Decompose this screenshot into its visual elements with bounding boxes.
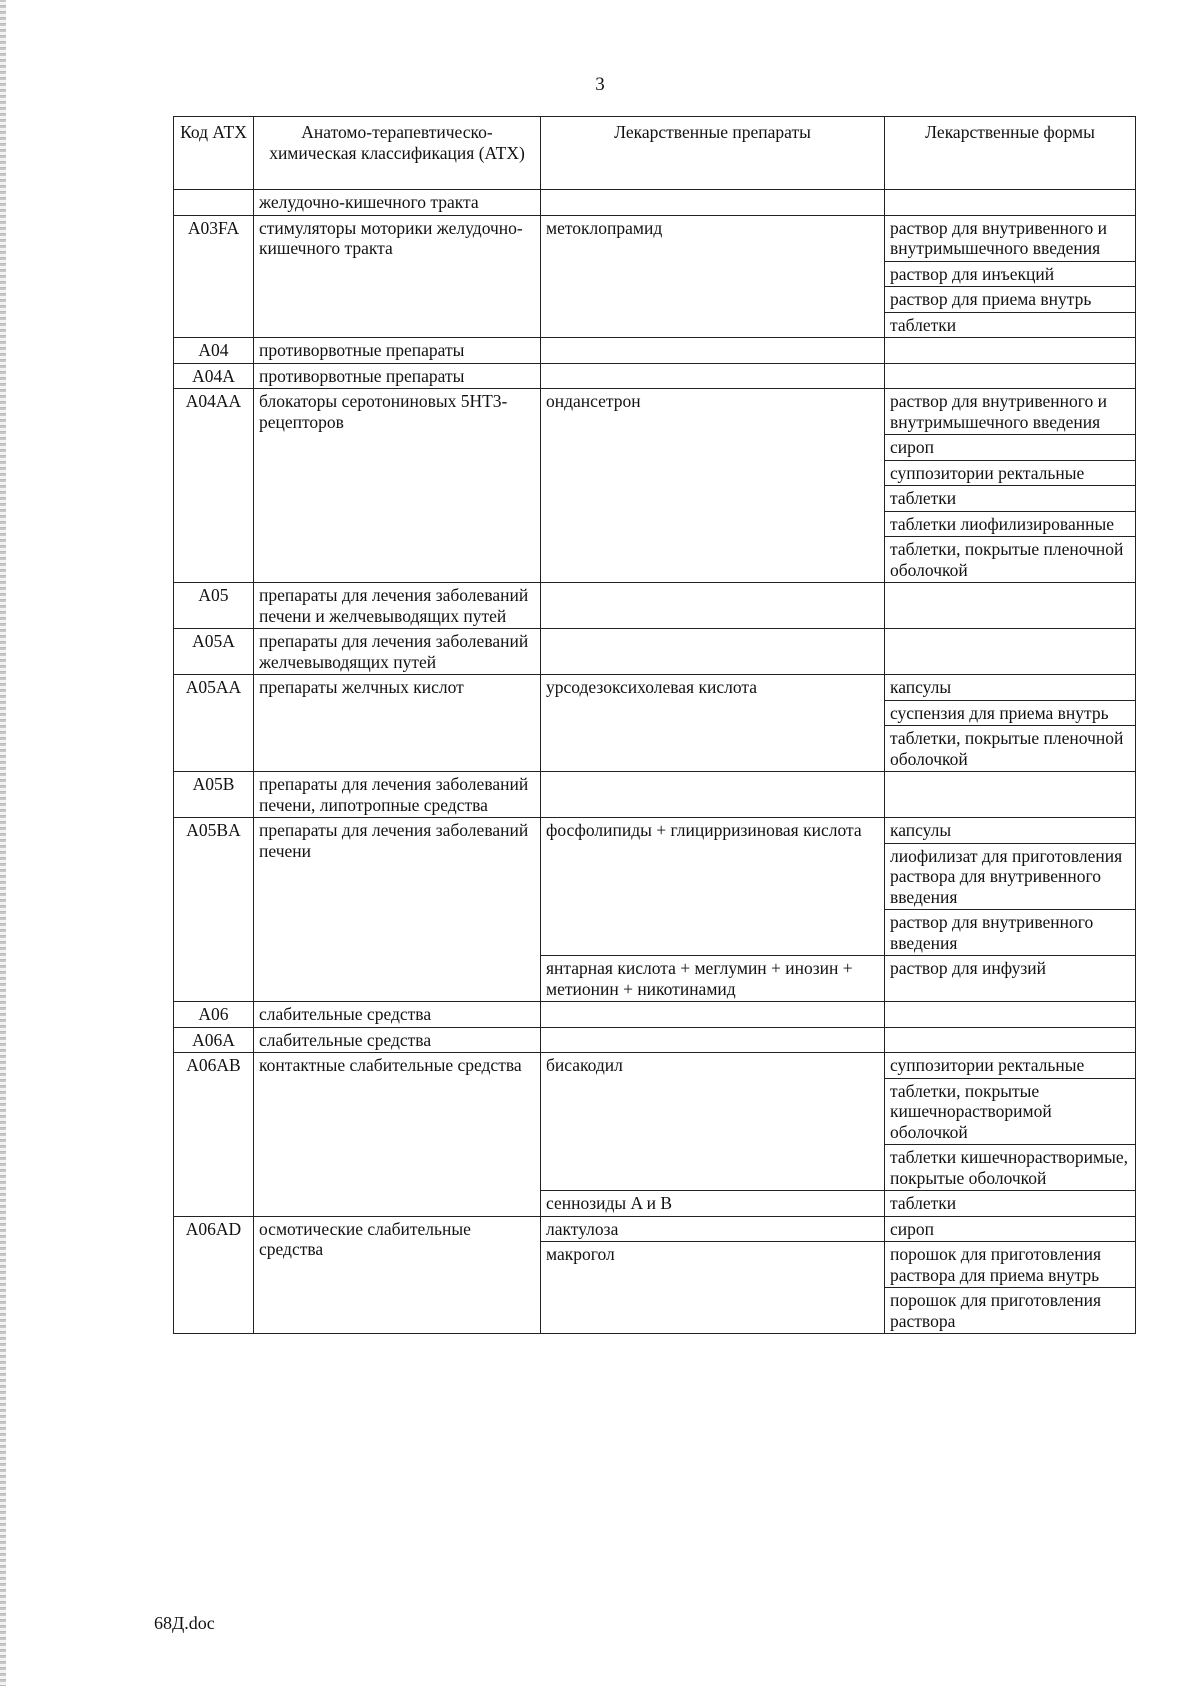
table-row [174, 1027, 1136, 1053]
dosage-form: лиофилизат для приготовления раствора для внутривенного введения [885, 843, 1136, 910]
dosage-form [885, 338, 1136, 364]
atx-table-body [174, 190, 1136, 1334]
drug-name: фосфолипиды + глицирризиновая кислота [541, 818, 885, 956]
dosage-form: таблетки лиофилизированные [885, 511, 1136, 537]
table-row [174, 363, 1136, 389]
atx-code: A04A [174, 363, 254, 389]
drug-name [541, 772, 885, 818]
drug-name [541, 1027, 885, 1053]
drug-name: лактулоза [541, 1216, 885, 1242]
atx-classification: осмотические слабительные средства [254, 1216, 541, 1334]
header-code: Код АТХ [174, 117, 254, 190]
atx-classification: слабительные средства [254, 1027, 541, 1053]
dosage-form: раствор для инфузий [885, 956, 1136, 1002]
atx-code: A06AB [174, 1053, 254, 1217]
drug-name: бисакодил [541, 1053, 885, 1191]
dosage-form: раствор для приема внутрь [885, 287, 1136, 313]
dosage-form: таблетки [885, 312, 1136, 338]
scan-edge [0, 0, 6, 1686]
drug-name: янтарная кислота + меглумин + инозин + метионин + никотинамид [541, 956, 885, 1002]
dosage-form [885, 629, 1136, 675]
header-classification: Анатомо-терапевтическо-химическая классификация (АТХ) [254, 117, 541, 190]
dosage-form: таблетки кишечнорастворимые, покрытые оболочкой [885, 1145, 1136, 1191]
atx-classification: противорвотные препараты [254, 338, 541, 364]
drug-name [541, 583, 885, 629]
dosage-form: порошок для приготовления раствора [885, 1288, 1136, 1334]
dosage-form: таблетки, покрытые кишечнорастворимой оболочкой [885, 1078, 1136, 1145]
table-row [174, 1216, 1136, 1242]
atx-code: A04AA [174, 389, 254, 583]
page-number: 3 [595, 74, 605, 95]
table-row [174, 338, 1136, 364]
atx-table [173, 116, 1136, 1334]
table-row [174, 818, 1136, 844]
dosage-form: порошок для приготовления раствора для приема внутрь [885, 1242, 1136, 1288]
dosage-form [885, 1002, 1136, 1028]
dosage-form [885, 363, 1136, 389]
atx-classification: слабительные средства [254, 1002, 541, 1028]
table-row [174, 1002, 1136, 1028]
header-drugs: Лекарственные препараты [541, 117, 885, 190]
dosage-form: раствор для внутривенного введения [885, 910, 1136, 956]
dosage-form [885, 190, 1136, 216]
table-row [174, 389, 1136, 435]
table-row [174, 675, 1136, 701]
drug-name: макрогол [541, 1242, 885, 1334]
table-row [174, 190, 1136, 216]
header-forms: Лекарственные формы [885, 117, 1136, 190]
dosage-form [885, 1027, 1136, 1053]
atx-classification: препараты для лечения заболеваний печени, липотропные средства [254, 772, 541, 818]
drug-name: сеннозиды A и B [541, 1191, 885, 1217]
atx-classification: стимуляторы моторики желудочно-кишечного тракта [254, 215, 541, 338]
atx-classification: препараты для лечения заболеваний печени и желчевыводящих путей [254, 583, 541, 629]
table-header-row [174, 117, 1136, 190]
atx-classification: препараты для лечения заболеваний желчевыводящих путей [254, 629, 541, 675]
atx-classification: желудочно-кишечного тракта [254, 190, 541, 216]
atx-code [174, 190, 254, 216]
drug-name [541, 363, 885, 389]
dosage-form: раствор для инъекций [885, 261, 1136, 287]
atx-code: A03FA [174, 215, 254, 338]
atx-code: A05BA [174, 818, 254, 1002]
dosage-form: капсулы [885, 818, 1136, 844]
atx-code: A05AA [174, 675, 254, 772]
drug-name: ондансетрон [541, 389, 885, 583]
table-row [174, 1053, 1136, 1079]
atx-code: A06A [174, 1027, 254, 1053]
table-row [174, 583, 1136, 629]
atx-classification: препараты для лечения заболеваний печени [254, 818, 541, 1002]
table-row [174, 629, 1136, 675]
dosage-form: таблетки [885, 486, 1136, 512]
atx-classification: противорвотные препараты [254, 363, 541, 389]
atx-code: A06 [174, 1002, 254, 1028]
atx-code: A06AD [174, 1216, 254, 1334]
dosage-form: таблетки [885, 1191, 1136, 1217]
dosage-form: таблетки, покрытые пленочной оболочкой [885, 537, 1136, 583]
dosage-form: суспензия для приема внутрь [885, 700, 1136, 726]
dosage-form: сироп [885, 435, 1136, 461]
drug-name: метоклопрамид [541, 215, 885, 338]
drug-name [541, 190, 885, 216]
dosage-form: сироп [885, 1216, 1136, 1242]
dosage-form: суппозитории ректальные [885, 460, 1136, 486]
dosage-form: таблетки, покрытые пленочной оболочкой [885, 726, 1136, 772]
drug-name [541, 629, 885, 675]
table-row [174, 772, 1136, 818]
atx-code: A04 [174, 338, 254, 364]
atx-code: A05 [174, 583, 254, 629]
dosage-form [885, 772, 1136, 818]
drug-name: урсодезоксихолевая кислота [541, 675, 885, 772]
dosage-form: капсулы [885, 675, 1136, 701]
drug-name [541, 1002, 885, 1028]
atx-classification: блокаторы серотониновых 5HT3-рецепторов [254, 389, 541, 583]
atx-code: A05B [174, 772, 254, 818]
atx-code: A05A [174, 629, 254, 675]
dosage-form [885, 583, 1136, 629]
dosage-form: суппозитории ректальные [885, 1053, 1136, 1079]
dosage-form: раствор для внутривенного и внутримышечного введения [885, 215, 1136, 261]
dosage-form: раствор для внутривенного и внутримышечного введения [885, 389, 1136, 435]
footer-filename: 68Д.doc [154, 1613, 215, 1633]
atx-classification: препараты желчных кислот [254, 675, 541, 772]
table-row [174, 215, 1136, 261]
atx-classification: контактные слабительные средства [254, 1053, 541, 1217]
drug-name [541, 338, 885, 364]
